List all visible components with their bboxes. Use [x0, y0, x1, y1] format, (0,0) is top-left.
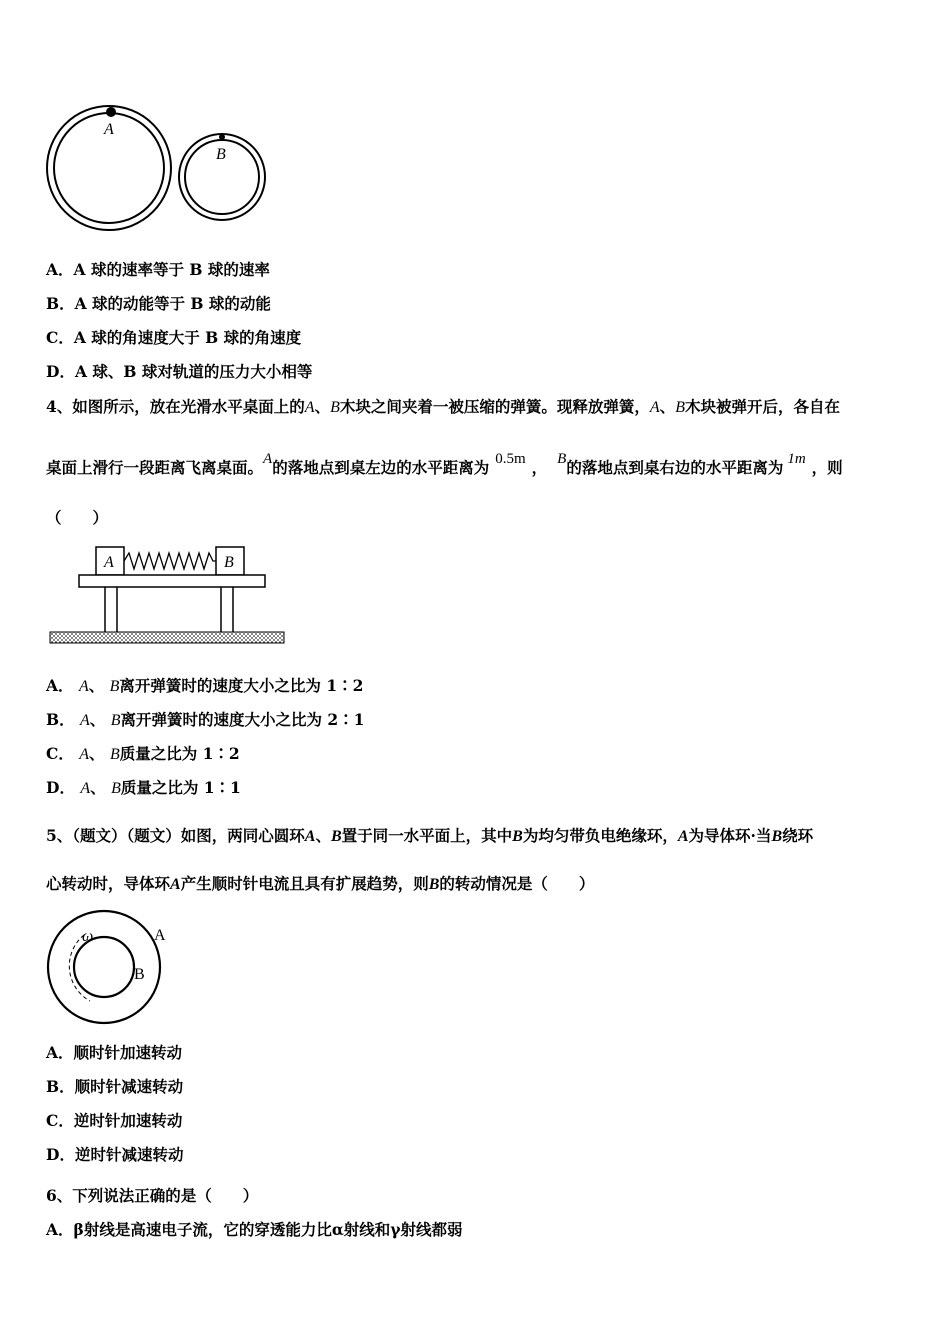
q4-option-c[interactable]: C． A、 B质量之比为 1∶2	[46, 744, 240, 763]
q3-option-c[interactable]: C．A 球的角速度大于 B 球的角速度	[46, 328, 302, 347]
q4-stem-line3: （ ）	[46, 508, 109, 527]
q5-option-b[interactable]: B．顺时针减速转动	[46, 1077, 184, 1096]
figure-circular-tracks	[40, 100, 270, 240]
q5-option-a[interactable]: A．顺时针加速转动	[46, 1043, 183, 1062]
q3-option-a[interactable]: A．A 球的速率等于 B 球的速率	[46, 260, 270, 279]
block-b-label: B	[224, 554, 234, 571]
q6-stem: 6、下列说法正确的是（ ）	[46, 1186, 259, 1205]
ball-a	[106, 107, 116, 117]
ball-b-label: B	[216, 146, 226, 163]
q4-option-a[interactable]: A． A、 B离开弹簧时的速度大小之比为 1∶2	[46, 676, 364, 695]
figure-concentric-rings	[40, 905, 180, 1030]
q5-option-d[interactable]: D．逆时针减速转动	[46, 1145, 184, 1164]
spring	[124, 553, 216, 569]
ball-a-label: A	[104, 121, 114, 138]
q5-stem-line2: 心转动时，导体环A产生顺时针电流且具有扩展趋势，则B的转动情况是（ ）	[46, 874, 595, 893]
q4-option-d[interactable]: D． A、 B质量之比为 1∶1	[46, 778, 241, 797]
ring-b-label: B	[134, 966, 145, 983]
block-a-label: A	[104, 554, 114, 571]
q5-stem-line1: 5、（题文）（题文）如图，两同心圆环A、B置于同一水平面上，其中B为均匀带负电绝缘环，A为导体环·当B绕环	[46, 826, 814, 845]
q5-option-c[interactable]: C．逆时针加速转动	[46, 1111, 183, 1130]
omega-label: ω	[82, 928, 94, 945]
figure-table-spring	[45, 535, 295, 655]
q6-option-a[interactable]: A．β射线是高速电子流，它的穿透能力比α射线和γ射线都弱	[46, 1220, 463, 1239]
q3-option-d[interactable]: D．A 球、B 球对轨道的压力大小相等	[46, 362, 313, 381]
q4-option-b[interactable]: B． A、 B离开弹簧时的速度大小之比为 2∶1	[46, 710, 365, 729]
table-top	[79, 575, 265, 587]
q4-stem-line2: 桌面上滑行一段距离飞离桌面。A的落地点到桌左边的水平距离为 0.5m ， B的落地点到桌右边的水平距离为 1m ，则	[46, 451, 843, 477]
q4-stem-line1: 4、如图所示，放在光滑水平桌面上的A、B木块之间夹着一被压缩的弹簧。现释放弹簧，A、B木块被弹开后，各自在	[46, 397, 840, 416]
q3-option-b[interactable]: B．A 球的动能等于 B 球的动能	[46, 294, 271, 313]
ring-b	[74, 937, 134, 997]
ground	[50, 632, 284, 643]
ring-a-label: A	[154, 927, 166, 944]
ball-b	[219, 134, 225, 140]
